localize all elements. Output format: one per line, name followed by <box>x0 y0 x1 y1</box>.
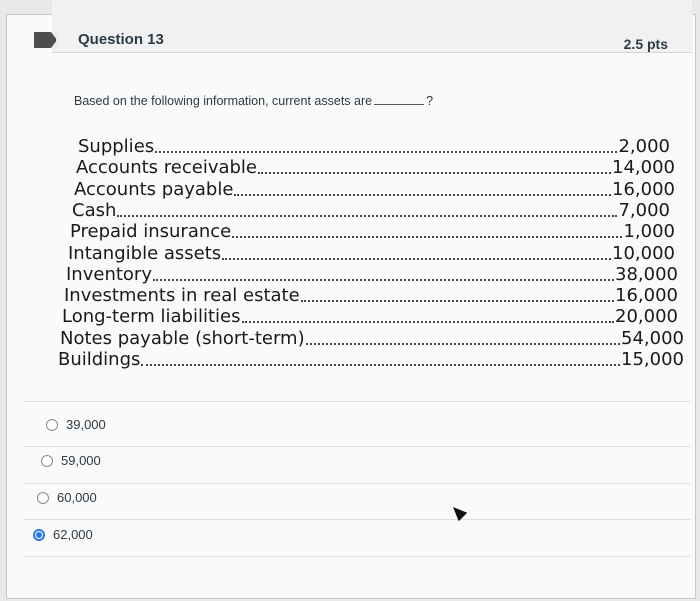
account-amount: 38,000 <box>615 263 678 285</box>
account-line <box>66 263 678 285</box>
dot-leader <box>234 193 611 196</box>
option-label: 62,000 <box>53 527 93 542</box>
account-amount: 10,000 <box>612 242 675 264</box>
option-divider <box>24 446 690 447</box>
account-label: Supplies <box>78 136 155 157</box>
account-line <box>64 284 678 306</box>
prompt-end: ? <box>426 94 434 108</box>
radio-icon[interactable] <box>37 492 49 504</box>
account-amount: 20,000 <box>615 306 678 328</box>
account-amount: 14,000 <box>612 157 675 179</box>
dot-leader <box>301 299 614 302</box>
account-line <box>60 327 684 349</box>
account-line <box>78 135 670 157</box>
option-label: 60,000 <box>57 490 97 505</box>
account-amount: 15,000 <box>621 349 684 370</box>
account-amount: 2,000 <box>618 136 670 157</box>
prompt-blank <box>374 104 424 105</box>
radio-icon[interactable] <box>41 455 53 467</box>
account-line <box>76 156 675 178</box>
account-amount: 54,000 <box>621 327 684 349</box>
account-label: Accounts receivable <box>76 157 258 179</box>
account-amount: 16,000 <box>612 178 675 200</box>
answer-option[interactable] <box>33 527 93 542</box>
radio-selected-icon[interactable] <box>33 529 45 541</box>
answer-option[interactable] <box>41 453 101 468</box>
account-line <box>68 242 675 264</box>
dot-leader <box>232 235 622 238</box>
dot-leader <box>222 257 611 260</box>
account-label: Long-term liabilities <box>62 306 241 328</box>
account-line <box>74 178 675 200</box>
dot-leader <box>242 320 615 323</box>
option-divider <box>24 556 690 557</box>
account-label: Prepaid insurance <box>70 221 232 243</box>
option-divider <box>24 401 690 402</box>
account-label: Inventory <box>66 263 152 285</box>
account-label: Intangible assets <box>68 242 222 264</box>
option-divider <box>24 483 690 484</box>
dot-leader <box>306 342 620 345</box>
account-label: Notes payable (short-term) <box>60 327 305 349</box>
account-label: Investments in real estate <box>64 285 300 307</box>
account-label: Buildings <box>58 349 141 370</box>
option-divider <box>24 519 690 520</box>
flag-icon[interactable] <box>34 32 56 48</box>
dot-leader <box>153 278 614 281</box>
account-line <box>72 199 670 221</box>
option-label: 39,000 <box>66 417 106 432</box>
question-prompt <box>74 94 433 108</box>
radio-icon[interactable] <box>46 419 58 431</box>
account-label: Cash <box>72 199 117 221</box>
question-title: Question 13 <box>78 31 164 48</box>
account-line <box>62 305 678 327</box>
answer-option[interactable] <box>37 490 97 505</box>
dot-leader <box>155 150 617 153</box>
option-label: 59,000 <box>61 453 101 468</box>
account-amount: 1,000 <box>623 221 675 243</box>
account-line <box>58 348 684 370</box>
account-label: Accounts payable <box>74 178 234 200</box>
answer-option[interactable] <box>46 417 106 432</box>
account-line <box>70 220 675 242</box>
prompt-text: Based on the following information, current assets are <box>74 94 373 108</box>
account-amount: 7,000 <box>618 199 670 221</box>
dot-leader <box>117 214 617 217</box>
account-amount: 16,000 <box>615 285 678 307</box>
question-points: 2.5 pts <box>623 36 668 52</box>
dot-leader <box>258 171 611 174</box>
dot-leader <box>141 363 620 366</box>
